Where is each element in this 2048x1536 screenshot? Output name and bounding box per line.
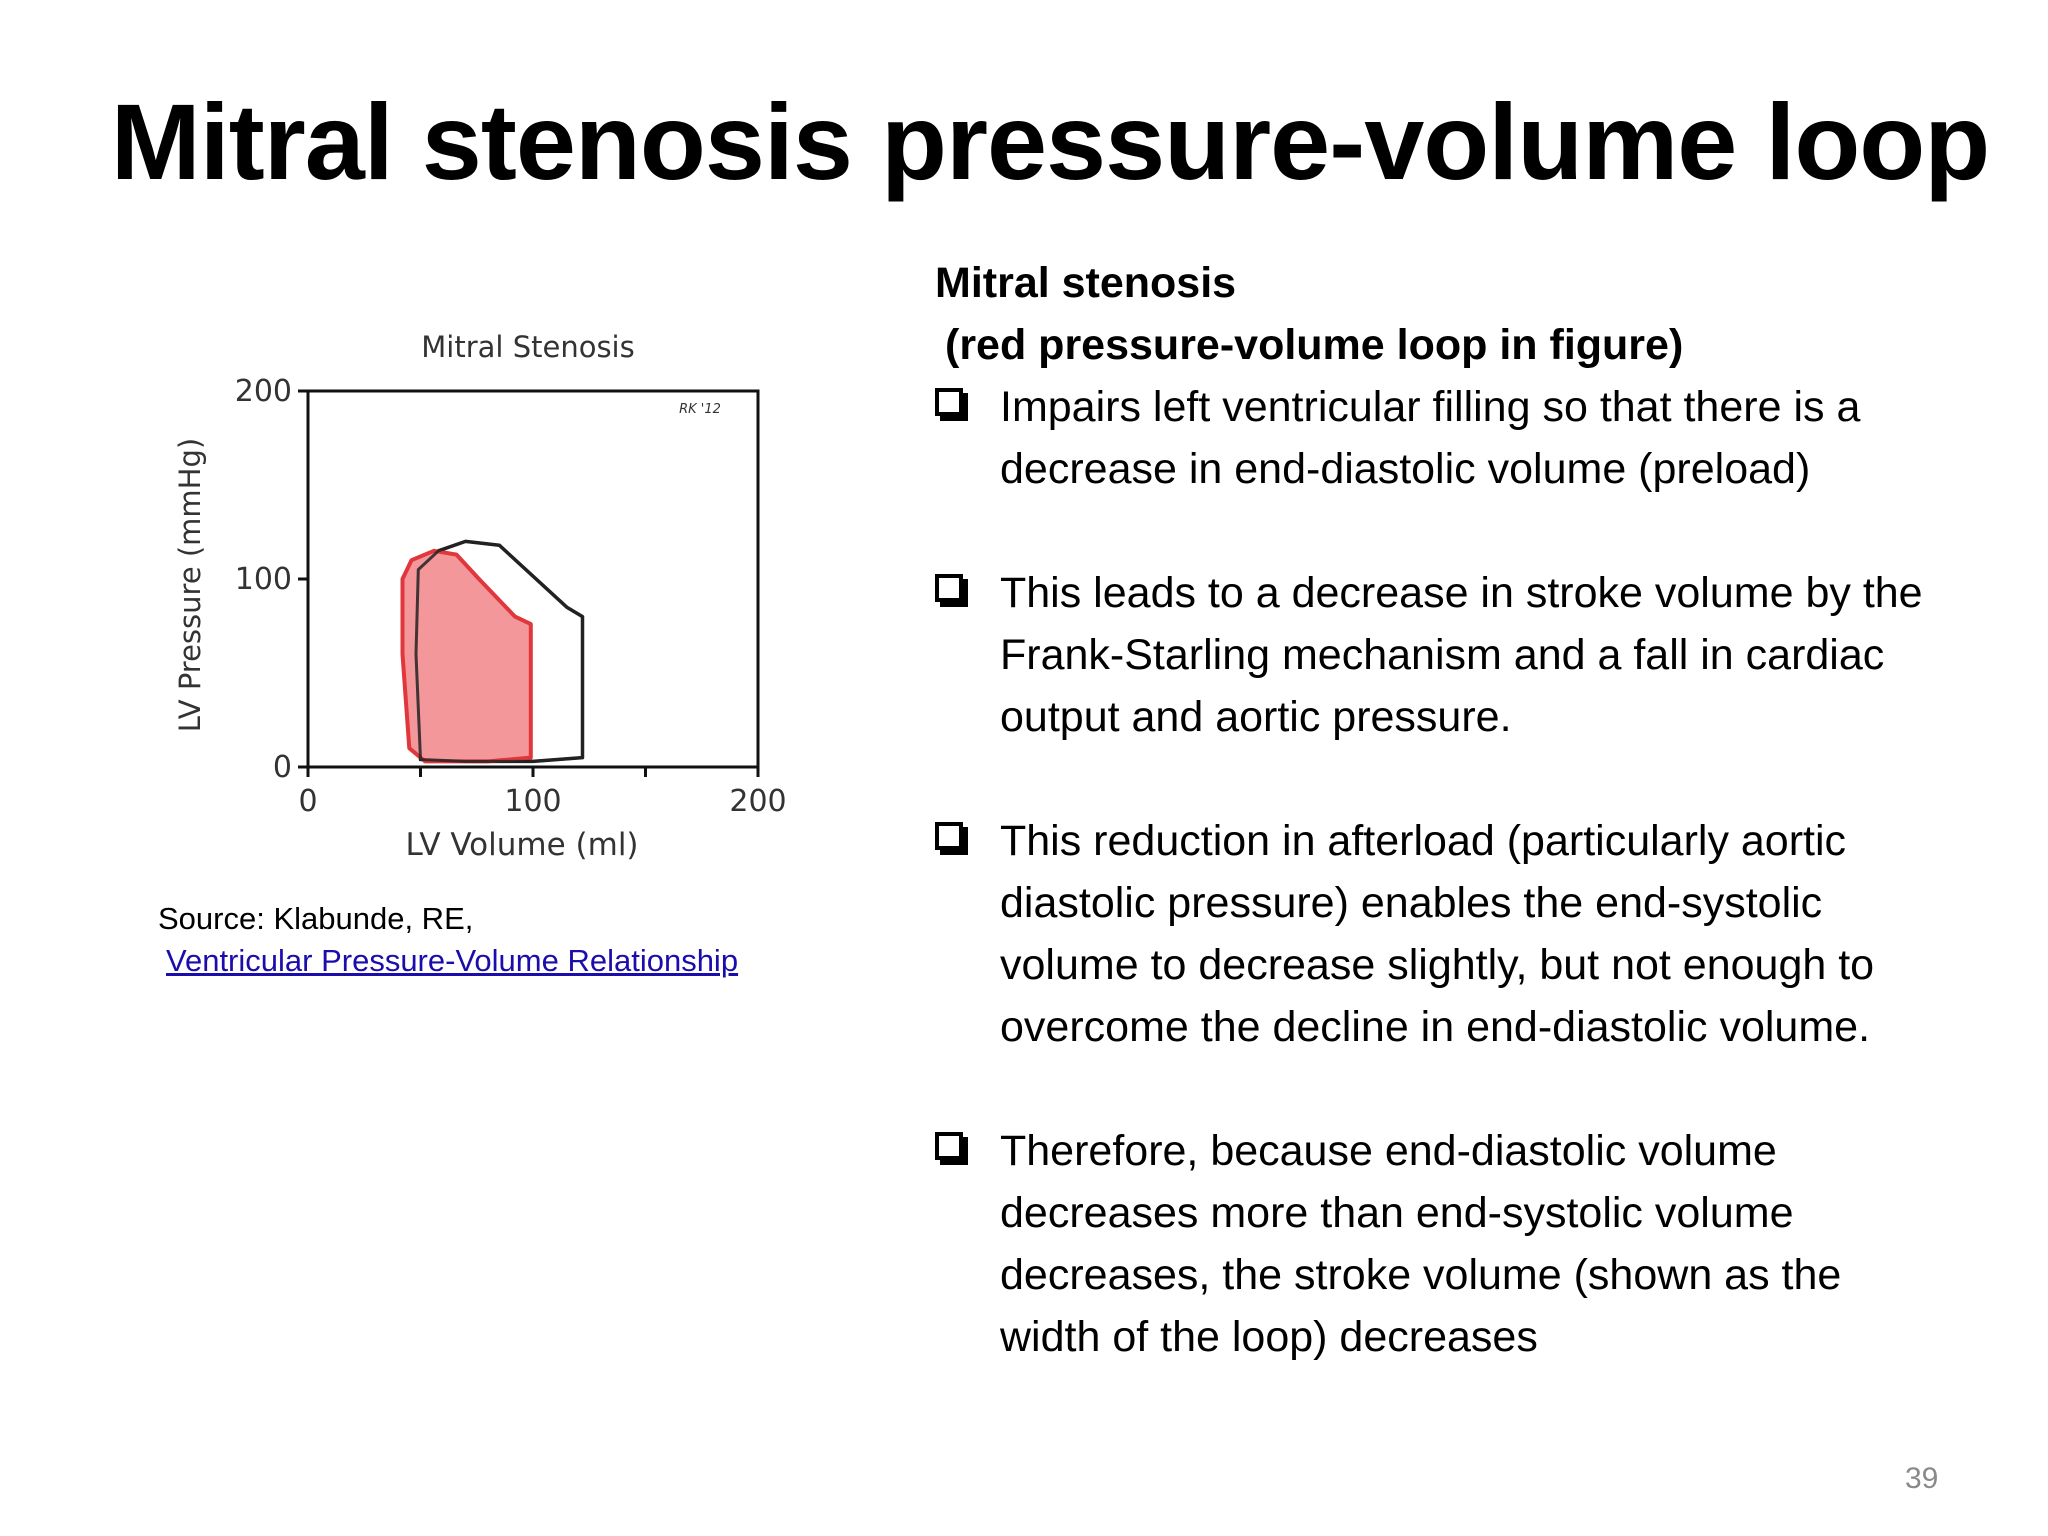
page-number: 39 (1905, 1462, 1939, 1495)
section-subheading: (red pressure-volume loop in figure) (945, 321, 1684, 369)
bullet-text: Therefore, because end-diastolic volume decreases more than end-systolic volume decreases, the stroke volume (shown as the width of the loop) decreases (1000, 1127, 1842, 1361)
explanation-panel (935, 252, 1945, 1368)
y-tick-label: 0 (272, 750, 292, 785)
section-heading: Mitral stenosis (935, 259, 1237, 307)
x-tick-label: 200 (729, 784, 787, 819)
bullet-item (935, 376, 1945, 500)
bullet-text: This leads to a decrease in stroke volume by the Frank-Starling mechanism and a fall in cardiac output and aortic pressure. (1000, 569, 1923, 741)
bullet-item (935, 562, 1945, 748)
source-link[interactable]: Ventricular Pressure-Volume Relationship (166, 942, 739, 978)
bullet-item (935, 810, 1945, 1058)
x-tick-label: 0 (298, 784, 318, 819)
chart-title: Mitral Stenosis (421, 330, 635, 364)
bullet-text: Impairs left ventricular filling so that there is a decrease in end-diastolic volume (preload) (1000, 383, 1861, 493)
x-axis-label: LV Volume (ml) (405, 827, 639, 863)
bullet-text: This reduction in afterload (particularly aortic diastolic pressure) enables the end-systolic volume to decrease slightly, but not enough to overcome the decline in end-diastolic volume. (1000, 817, 1875, 1051)
source-prefix: Source: Klabunde, RE, (158, 901, 474, 936)
source-citation (158, 898, 738, 982)
plot-frame (308, 391, 758, 767)
checkbox-bullet-icon (935, 574, 963, 602)
mitral-stenosis-loop-series (403, 551, 531, 762)
checkbox-bullet-icon (935, 822, 963, 850)
chart-annotation: RK '12 (679, 402, 721, 417)
bullet-item (935, 1120, 1945, 1368)
y-axis-label: LV Pressure (mmHg) (173, 437, 207, 733)
y-tick-label: 200 (234, 374, 292, 409)
pressure-volume-chart (170, 315, 810, 875)
y-tick-label: 100 (234, 562, 292, 597)
x-tick-label: 100 (504, 784, 562, 819)
slide-title: Mitral stenosis pressure-volume loop (110, 81, 1990, 202)
checkbox-bullet-icon (935, 388, 963, 416)
checkbox-bullet-icon (935, 1132, 963, 1160)
